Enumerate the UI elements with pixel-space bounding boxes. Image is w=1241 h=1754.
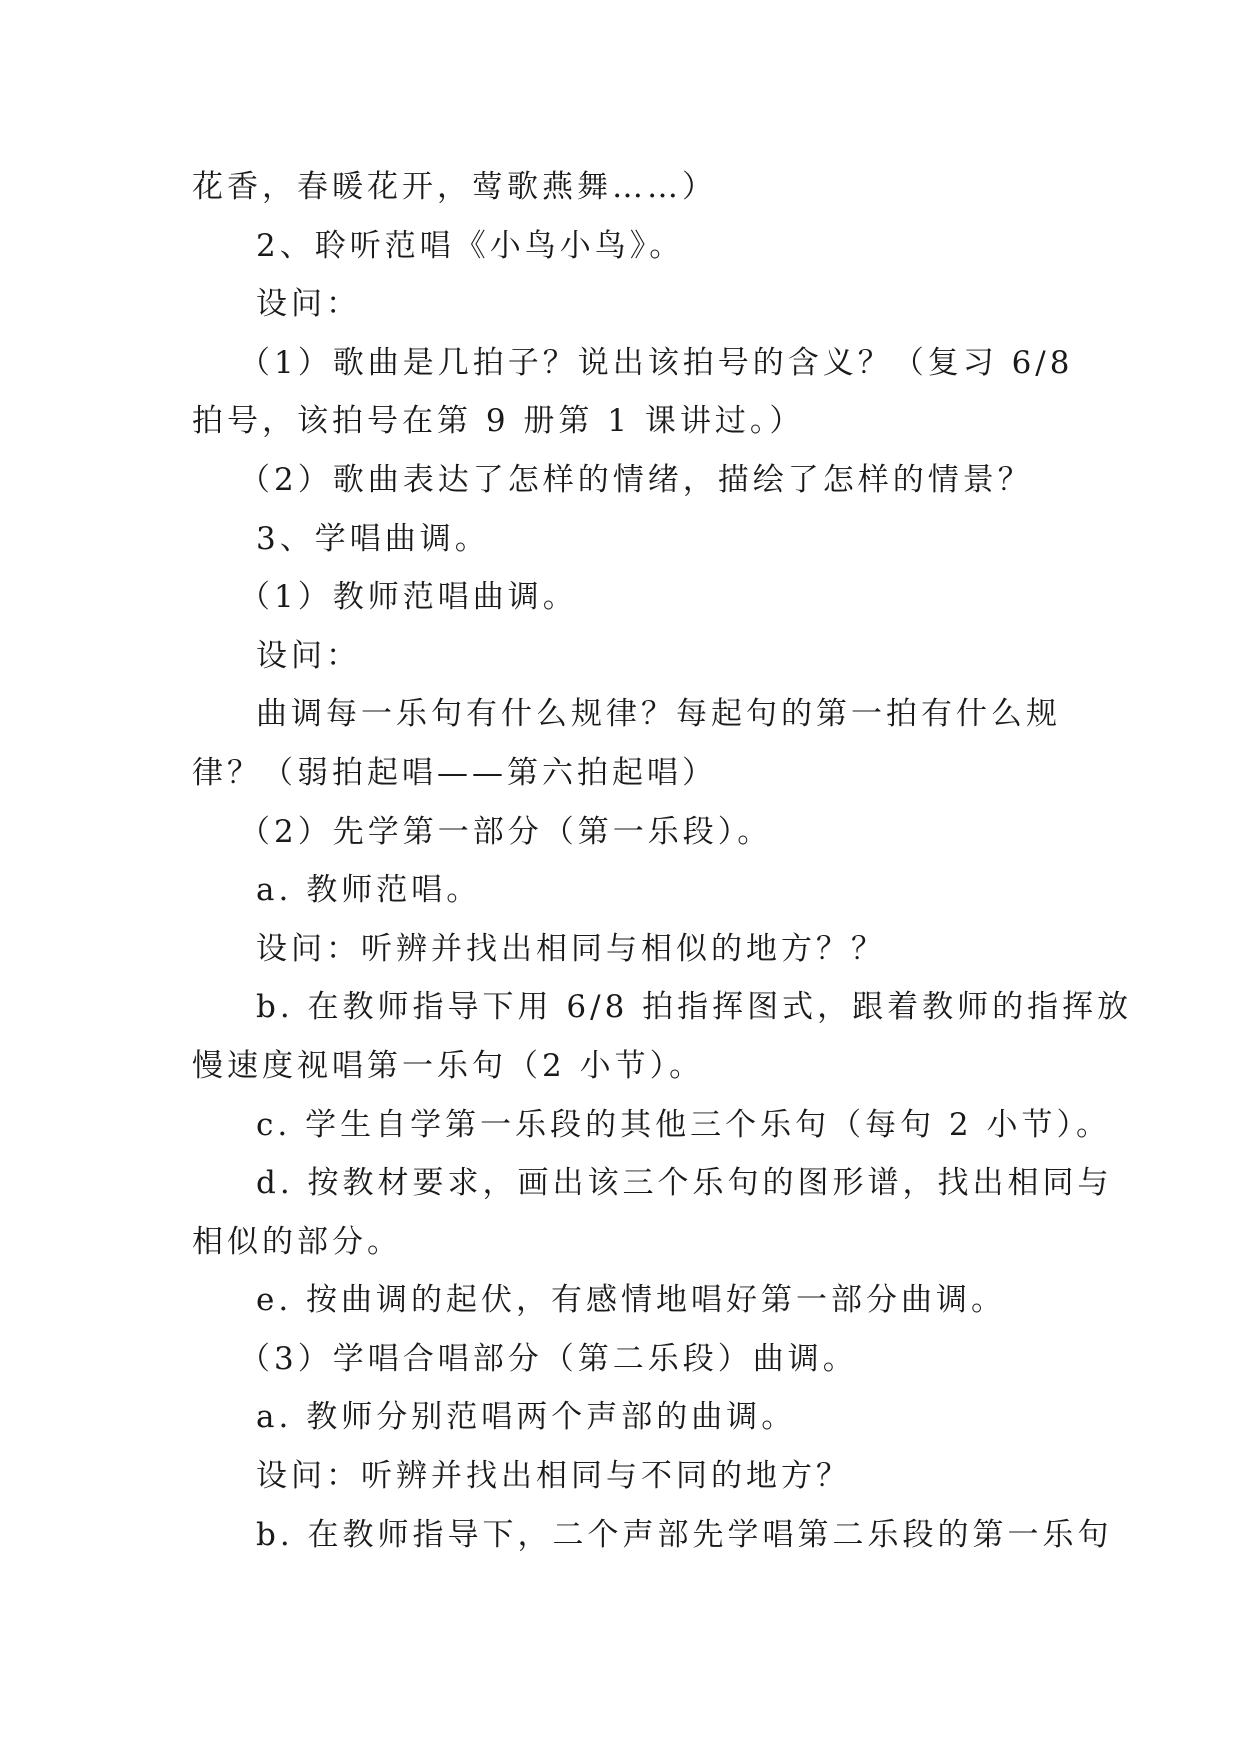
text-line: （1）歌曲是几拍子？说出该拍号的含义？（复习 6/8 xyxy=(239,344,1074,381)
text-line: 律？（弱拍起唱——第六拍起唱） xyxy=(192,754,717,791)
text-line: （2）先学第一部分（第一乐段）。 xyxy=(239,813,773,850)
text-line: （3）学唱合唱部分（第二乐段）曲调。 xyxy=(239,1340,858,1377)
text-line: 3、学唱曲调。 xyxy=(256,520,490,557)
text-line: d. 按教材要求，画出该三个乐句的图形谱，找出相同与 xyxy=(256,1165,1113,1202)
text-line: 设问： xyxy=(256,637,361,674)
text-line: a. 教师分别范唱两个声部的曲调。 xyxy=(256,1399,797,1436)
text-line: 曲调每一乐句有什么规律？每起句的第一拍有什么规 xyxy=(256,696,1061,733)
text-line: e. 按曲调的起伏，有感情地唱好第一部分曲调。 xyxy=(256,1282,1007,1319)
document-body xyxy=(192,158,1133,1564)
text-line: （1）教师范唱曲调。 xyxy=(239,579,578,616)
text-line: 2、聆听范唱《小鸟小鸟》。 xyxy=(256,227,685,264)
text-line: 设问： xyxy=(256,286,361,323)
text-line: （2）歌曲表达了怎样的情绪，描绘了怎样的情景？ xyxy=(239,461,1033,498)
text-line: c. 学生自学第一乐段的其他三个乐句（每句 2 小节）。 xyxy=(256,1106,1111,1143)
text-line: 相似的部分。 xyxy=(192,1223,402,1260)
text-line: 设问：听辨并找出相同与不同的地方？ xyxy=(256,1458,851,1495)
text-line: b. 在教师指导下用 6/8 拍指挥图式，跟着教师的指挥放 xyxy=(256,989,1133,1026)
text-line: 慢速度视唱第一乐句（2 小节）。 xyxy=(192,1047,705,1084)
text-line: a. 教师范唱。 xyxy=(256,872,482,909)
text-line: 设问：听辨并找出相同与相似的地方？？ xyxy=(256,930,886,967)
text-line: b. 在教师指导下，二个声部先学唱第二乐段的第一乐句 xyxy=(256,1516,1113,1553)
text-line: 花香，春暖花开，莺歌燕舞……） xyxy=(192,169,717,205)
text-line: 拍号，该拍号在第 9 册第 1 课讲过。） xyxy=(192,403,805,440)
